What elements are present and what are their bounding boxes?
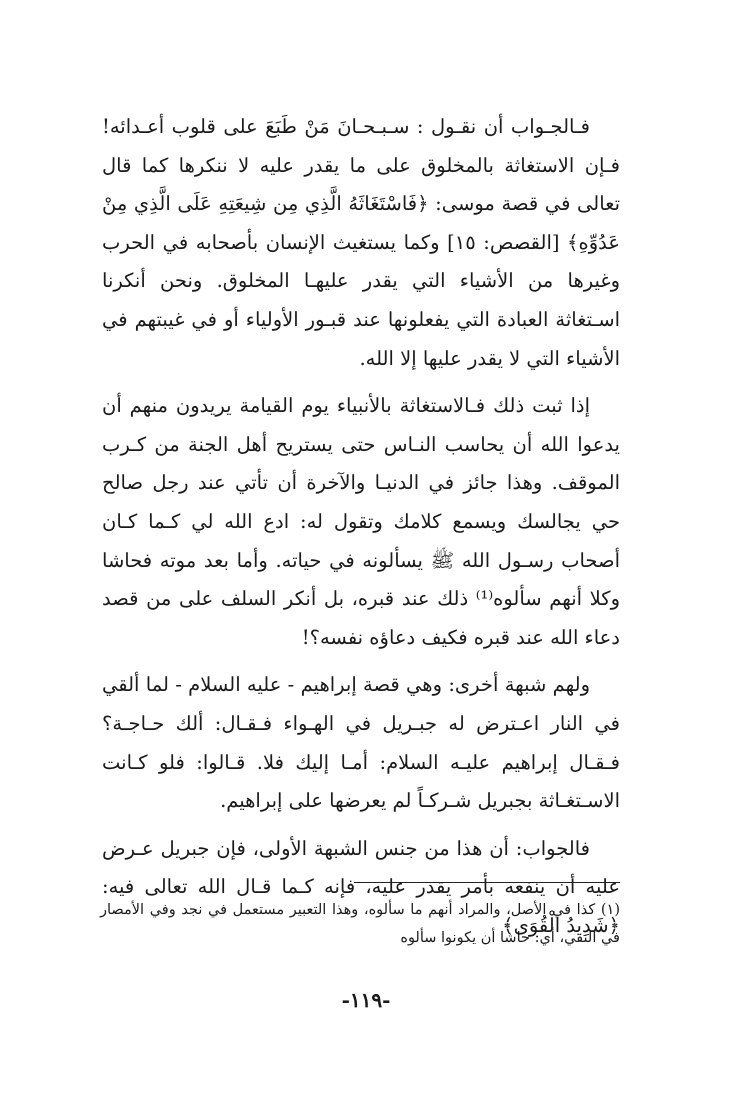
paragraph-3: ولهم شبهة أخرى: وهي قصة إبراهيم - عليه السلام - لما ألقي في النار اعـترض له جبـريل في الهـواء فـقـال: ألك حـاجـة؟ فـقـال إبراهيم عليـه السلام: أمـا إليك فلا. قـالوا: فلو كـانت الاسـتغـاثة بجبريل شـركـاً لم يعرضها على إبراهيم. xyxy=(102,673,620,813)
paragraph-4: فالجواب: أن هذا من جنس الشبهة الأولى، فإن جبريل عـرض عليه أن ينفعه بأمر يقدر عليه، فإنه كـما قـال الله تعالى فيه: ﴿شَدِيدُ الْقُوَى﴾ xyxy=(102,836,620,937)
footnote: (١) كذا في الأصل، والمراد أنهم ما سألوه، وهذا التعبير مستعمل في نجد وفي الأمصار في النفي، أي: حاشا أن يكونوا سألوه xyxy=(100,902,620,946)
footnote-divider xyxy=(354,882,620,883)
paragraph-2: إذا ثبت ذلك فـالاستغاثة بالأنبياء يوم القيامة يريدون منهم أن يدعوا الله أن يحاسب النـاس حتى يستريح أهل الجنة من كـرب الموقف. وهذا جائز في الدنيـا والآخرة أن تأتي عند رجل صالح حي يجالسك ويسمع كلامك وتقول له: ادع الله لي كـما كـان أصحاب رسـول الله ﷺ يسألونه في حياته. وأما بعد موته فحاشا وكلا أنهم سألوه⁽¹⁾ ذلك عند قبره، بل أنكر السلف على من قصد دعاء الله عند قبره فكيف دعاؤه نفسه؟! xyxy=(102,394,620,649)
main-text xyxy=(102,108,620,945)
page-number: -١١٩- xyxy=(341,988,391,1012)
paragraph-1: فـالجـواب أن نقـول : سـبـحـانَ مَنْ طَبَعَ على قلوب أعـدائه! فـإن الاستغاثة بالمخلوق على ما يقدر عليه لا ننكرها كما قال تعالى في قصة موسى: ﴿فَاسْتَغَاثَهُ الَّذِي مِن شِيعَتِهِ عَلَى الَّذِي مِنْ عَدُوِّهِ﴾ [القصص: ١٥] وكما يستغيث الإنسان بأصحابه في الحرب وغيرها من الأشياء التي يقدر عليهـا المخلوق. ونحن أنكرنا اسـتغاثة العبادة التي يفعلونها عند قبـور الأولياء أو في غيبتهم في الأشياء التي لا يقدر عليها إلا الله. xyxy=(102,115,620,370)
